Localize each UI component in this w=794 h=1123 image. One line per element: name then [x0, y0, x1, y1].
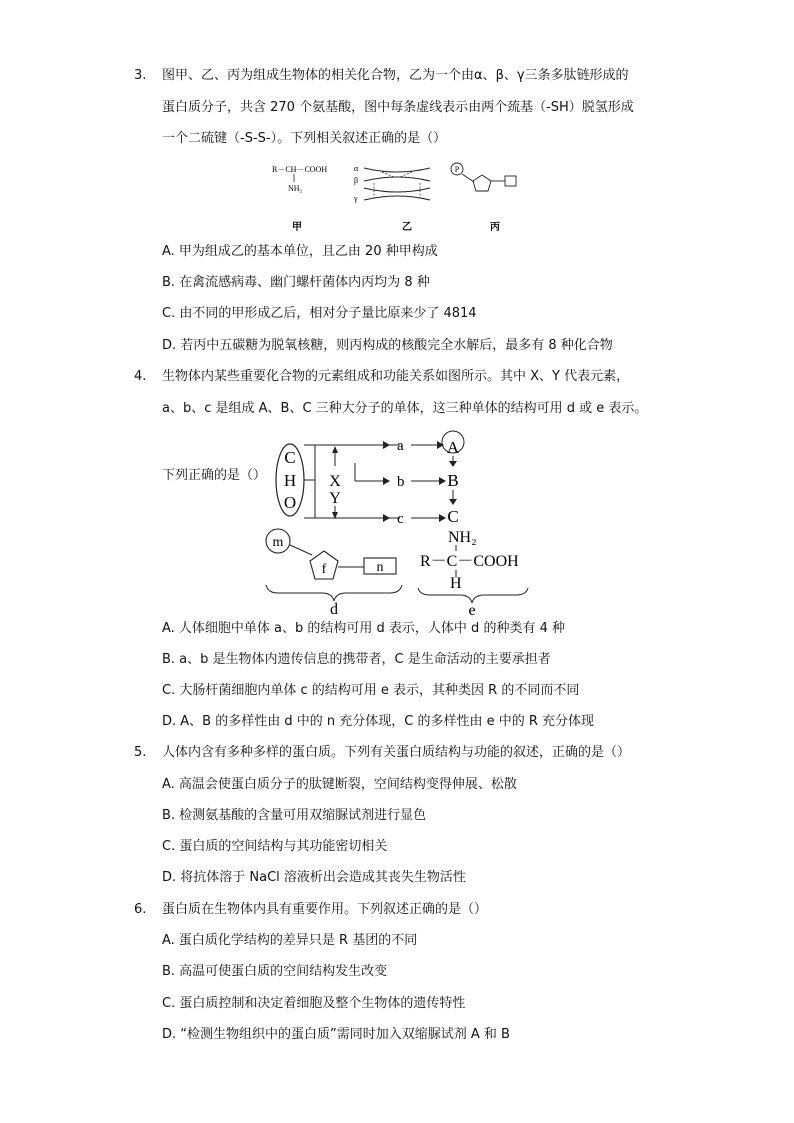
monomer-a: a	[397, 438, 404, 454]
question-3-figure	[262, 160, 532, 238]
brace-e	[418, 588, 528, 603]
base-icon	[505, 176, 516, 186]
element-h: H	[283, 471, 297, 490]
question-3-option-b: B. 在禽流感病毒、幽门螺杆菌体内丙均为 8 种	[162, 275, 430, 290]
phosphate-label: P	[454, 165, 460, 174]
element-c: C	[284, 448, 296, 467]
question-3-option-a: A. 甲为组成乙的基本单位，且乙由 20 种甲构成	[162, 244, 438, 259]
monomer-b: b	[397, 474, 405, 490]
jia-formula: R－CH－COOH	[272, 165, 328, 174]
question-6-option-c: C. 蛋白质控制和决定着细胞及整个生物体的遗传特性	[162, 996, 466, 1011]
question-4-option-c: C. 大肠杆菌细胞内单体 c 的结构可用 e 表示，其种类因 R 的不同而不同	[162, 683, 580, 698]
disulfide-bond-1	[382, 172, 394, 177]
arrow-to-c	[383, 514, 390, 522]
pentose-icon	[473, 175, 491, 191]
question-3-stem-line-1: 图甲、乙、丙为组成生物体的相关化合物，乙为一个由α、β、γ三条多肽链形成的	[162, 68, 629, 83]
element-o: O	[283, 493, 297, 512]
question-4-option-d: D. A、B 的多样性由 d 中的 n 充分体现，C 的多样性由 e 中的 R 充分体现	[162, 714, 595, 729]
question-3-stem-line-3: 一个二硫键（-S-S-）。下列相关叙述正确的是（）	[162, 131, 447, 146]
brace-d	[266, 585, 402, 601]
question-3-stem-line-2: 蛋白质分子，共含 270 个氨基酸，图中每条虚线表示由两个巯基（-SH）脱氢形成	[162, 100, 634, 115]
x-arrowhead	[332, 446, 338, 453]
A-to-B-arrowhead	[449, 461, 457, 467]
label-bing: 丙	[490, 222, 500, 233]
question-4-stem-left: 下列正确的是（）	[162, 468, 267, 483]
question-4-option-a: A. 人体细胞中单体 a、b 的结构可用 d 表示，人体中 d 的种类有 4 种	[162, 621, 565, 636]
question-5-option-c: C. 蛋白质的空间结构与其功能密切相关	[162, 839, 388, 854]
question-4-figure-svg	[260, 428, 550, 618]
question-5-option-a: A. 高温会使蛋白质分子的肽键断裂，空间结构变得伸展、松散	[162, 777, 517, 792]
label-f: f	[321, 562, 327, 577]
arrowhead-a-to-A	[437, 441, 444, 449]
question-6-stem: 蛋白质在生物体内具有重要作用。下列叙述正确的是（）	[162, 902, 488, 917]
chain-beta-label: β	[354, 176, 359, 185]
question-5-option-b: B. 检测氨基酸的含量可用双缩脲试剂进行显色	[162, 808, 427, 823]
question-3-figure-svg	[262, 160, 532, 238]
label-jia: 甲	[292, 222, 302, 233]
question-3-number: 3.	[134, 68, 147, 83]
arrowhead-c-to-C	[439, 514, 446, 522]
label-n: n	[376, 560, 384, 575]
question-5-stem: 人体内含有多种多样的蛋白质。下列有关蛋白质结构与功能的叙述，正确的是（）	[162, 745, 631, 760]
chain-alpha	[364, 168, 430, 172]
macromolecule-C: C	[447, 507, 459, 526]
question-6-number: 6.	[134, 902, 147, 917]
question-4-option-b: B. a、b 是生物体内遗传信息的携带者，C 是生命活动的主要承担者	[162, 652, 551, 667]
question-6-option-a: A. 蛋白质化学结构的差异只是 R 基团的不同	[162, 933, 418, 948]
jia-nh2: NH₂	[288, 184, 303, 193]
label-d: d	[330, 601, 338, 618]
monomer-c: c	[397, 511, 404, 527]
amino-h: H	[450, 575, 462, 592]
amino-formula: R－C－COOH	[420, 553, 519, 570]
macromolecule-A: A	[446, 438, 460, 457]
question-3-option-c: C. 由不同的甲形成乙后，相对分子量比原来少了 4814	[162, 306, 477, 321]
chain-gamma-label: γ	[354, 194, 358, 203]
disulfide-bond-2	[400, 172, 412, 177]
question-5-number: 5.	[134, 745, 147, 760]
arrow-to-a	[383, 441, 390, 449]
question-4-number: 4.	[134, 369, 147, 384]
question-6-option-d: D. “检测生物组织中的蛋白质”需同时加入双缩脲试剂 A 和 B	[162, 1027, 510, 1042]
question-5-option-d: D. 将抗体溶于 NaCl 溶液析出会造成其丧失生物活性	[162, 870, 466, 885]
chain-beta-top	[364, 177, 430, 181]
macromolecule-B: B	[447, 471, 459, 490]
chain-alpha-label: α	[354, 164, 359, 173]
amino-nh2: NH₂	[448, 529, 477, 546]
label-yi: 乙	[402, 222, 412, 233]
question-4-stem-line-1: 生物体内某些重要化合物的元素组成和功能关系如图所示。其中 X、Y 代表元素，	[162, 369, 630, 384]
label-m: m	[272, 535, 284, 550]
B-to-C-arrowhead	[449, 499, 457, 505]
m-to-f-link	[290, 545, 312, 555]
question-4-stem-line-2: a、b、c 是组成 A、B、C 三种大分子的单体，这三种单体的结构可用 d 或 e 表示。	[162, 401, 648, 416]
question-3-option-d: D. 若丙中五碳糖为脱氧核糖，则丙构成的核酸完全水解后，最多有 8 种化合物	[162, 338, 613, 353]
phosphate-link	[462, 174, 474, 182]
label-e: e	[468, 602, 476, 618]
label-x: X	[329, 473, 341, 490]
arrow-to-b	[383, 477, 390, 485]
arrowhead-b-to-B	[439, 477, 446, 485]
label-y: Y	[329, 490, 341, 507]
question-4-figure	[260, 428, 550, 618]
question-6-option-b: B. 高温可使蛋白质的空间结构发生改变	[162, 964, 388, 979]
